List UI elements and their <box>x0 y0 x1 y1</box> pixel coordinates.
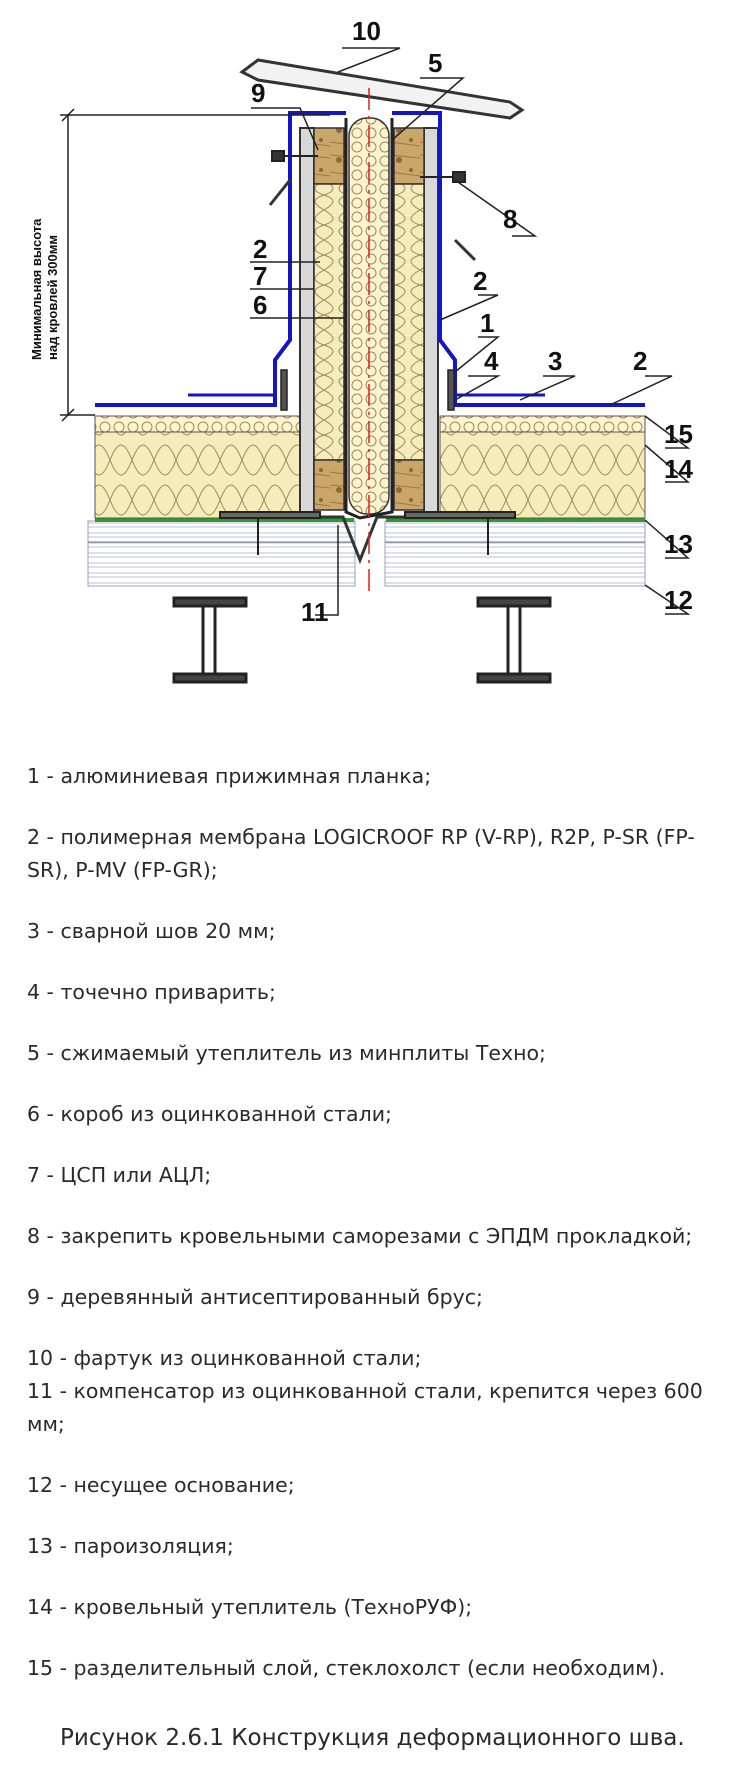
height-label-line1: Минимальная высота <box>29 218 44 360</box>
callout-15: 15 <box>664 419 693 449</box>
callout-13: 13 <box>664 529 693 559</box>
callout-2-left: 2 <box>253 234 268 264</box>
legend-item-11: 11 - компенсатор из оцинкованной стали, крепится через 600 мм; <box>27 1379 703 1436</box>
callout-14: 14 <box>664 454 693 484</box>
callout-3: 3 <box>548 346 563 376</box>
callout-10: 10 <box>352 16 381 46</box>
height-label-line2: над кровлей 300мм <box>45 235 60 360</box>
legend-item-5: 5 - сжимаемый утеплитель из минплиты Техно; <box>27 1041 546 1065</box>
callout-2-roof: 2 <box>633 346 648 376</box>
expansion-joint-diagram <box>0 0 731 700</box>
legend <box>27 760 707 1713</box>
load-bearing-deck <box>88 521 645 586</box>
callout-5: 5 <box>428 48 443 78</box>
legend-item-13: 13 - пароизоляция; <box>27 1534 234 1558</box>
callout-2-right: 2 <box>473 266 488 296</box>
figure-caption: Рисунок 2.6.1 Конструкция деформационного шва. <box>60 1725 685 1751</box>
callout-4: 4 <box>484 346 499 376</box>
callout-12: 12 <box>664 585 693 615</box>
steel-beam-left <box>174 598 246 682</box>
callout-1: 1 <box>480 308 495 338</box>
legend-item-7: 7 - ЦСП или АЦЛ; <box>27 1163 212 1187</box>
upstand-left <box>300 128 344 516</box>
callout-8: 8 <box>503 204 518 234</box>
legend-item-14: 14 - кровельный утеплитель (ТехноРУФ); <box>27 1595 473 1619</box>
legend-item-4: 4 - точечно приварить; <box>27 980 276 1004</box>
legend-item-15: 15 - разделительный слой, стеклохолст (если необходим). <box>27 1656 666 1680</box>
steel-beam-right <box>478 598 550 682</box>
callout-7: 7 <box>253 261 268 291</box>
callout-6: 6 <box>253 290 268 320</box>
legend-item-1: 1 - алюминиевая прижимная планка; <box>27 764 432 788</box>
legend-item-3: 3 - сварной шов 20 мм; <box>27 919 276 943</box>
legend-item-8: 8 - закрепить кровельными саморезами с ЭПДМ прокладкой; <box>27 1224 693 1248</box>
upstand-right <box>394 128 438 516</box>
legend-item-6: 6 - короб из оцинкованной стали; <box>27 1102 392 1126</box>
legend-item-9: 9 - деревянный антисептированный брус; <box>27 1285 483 1309</box>
legend-item-12: 12 - несущее основание; <box>27 1473 295 1497</box>
legend-item-2: 2 - полимерная мембрана LOGICROOF RP (V-RP), R2P, P-SR (FP-SR), P-MV (FP-GR); <box>27 825 695 882</box>
callout-11: 11 <box>301 597 329 627</box>
callout-9: 9 <box>251 78 266 108</box>
legend-item-10: 10 - фартук из оцинкованной стали; <box>27 1346 422 1370</box>
